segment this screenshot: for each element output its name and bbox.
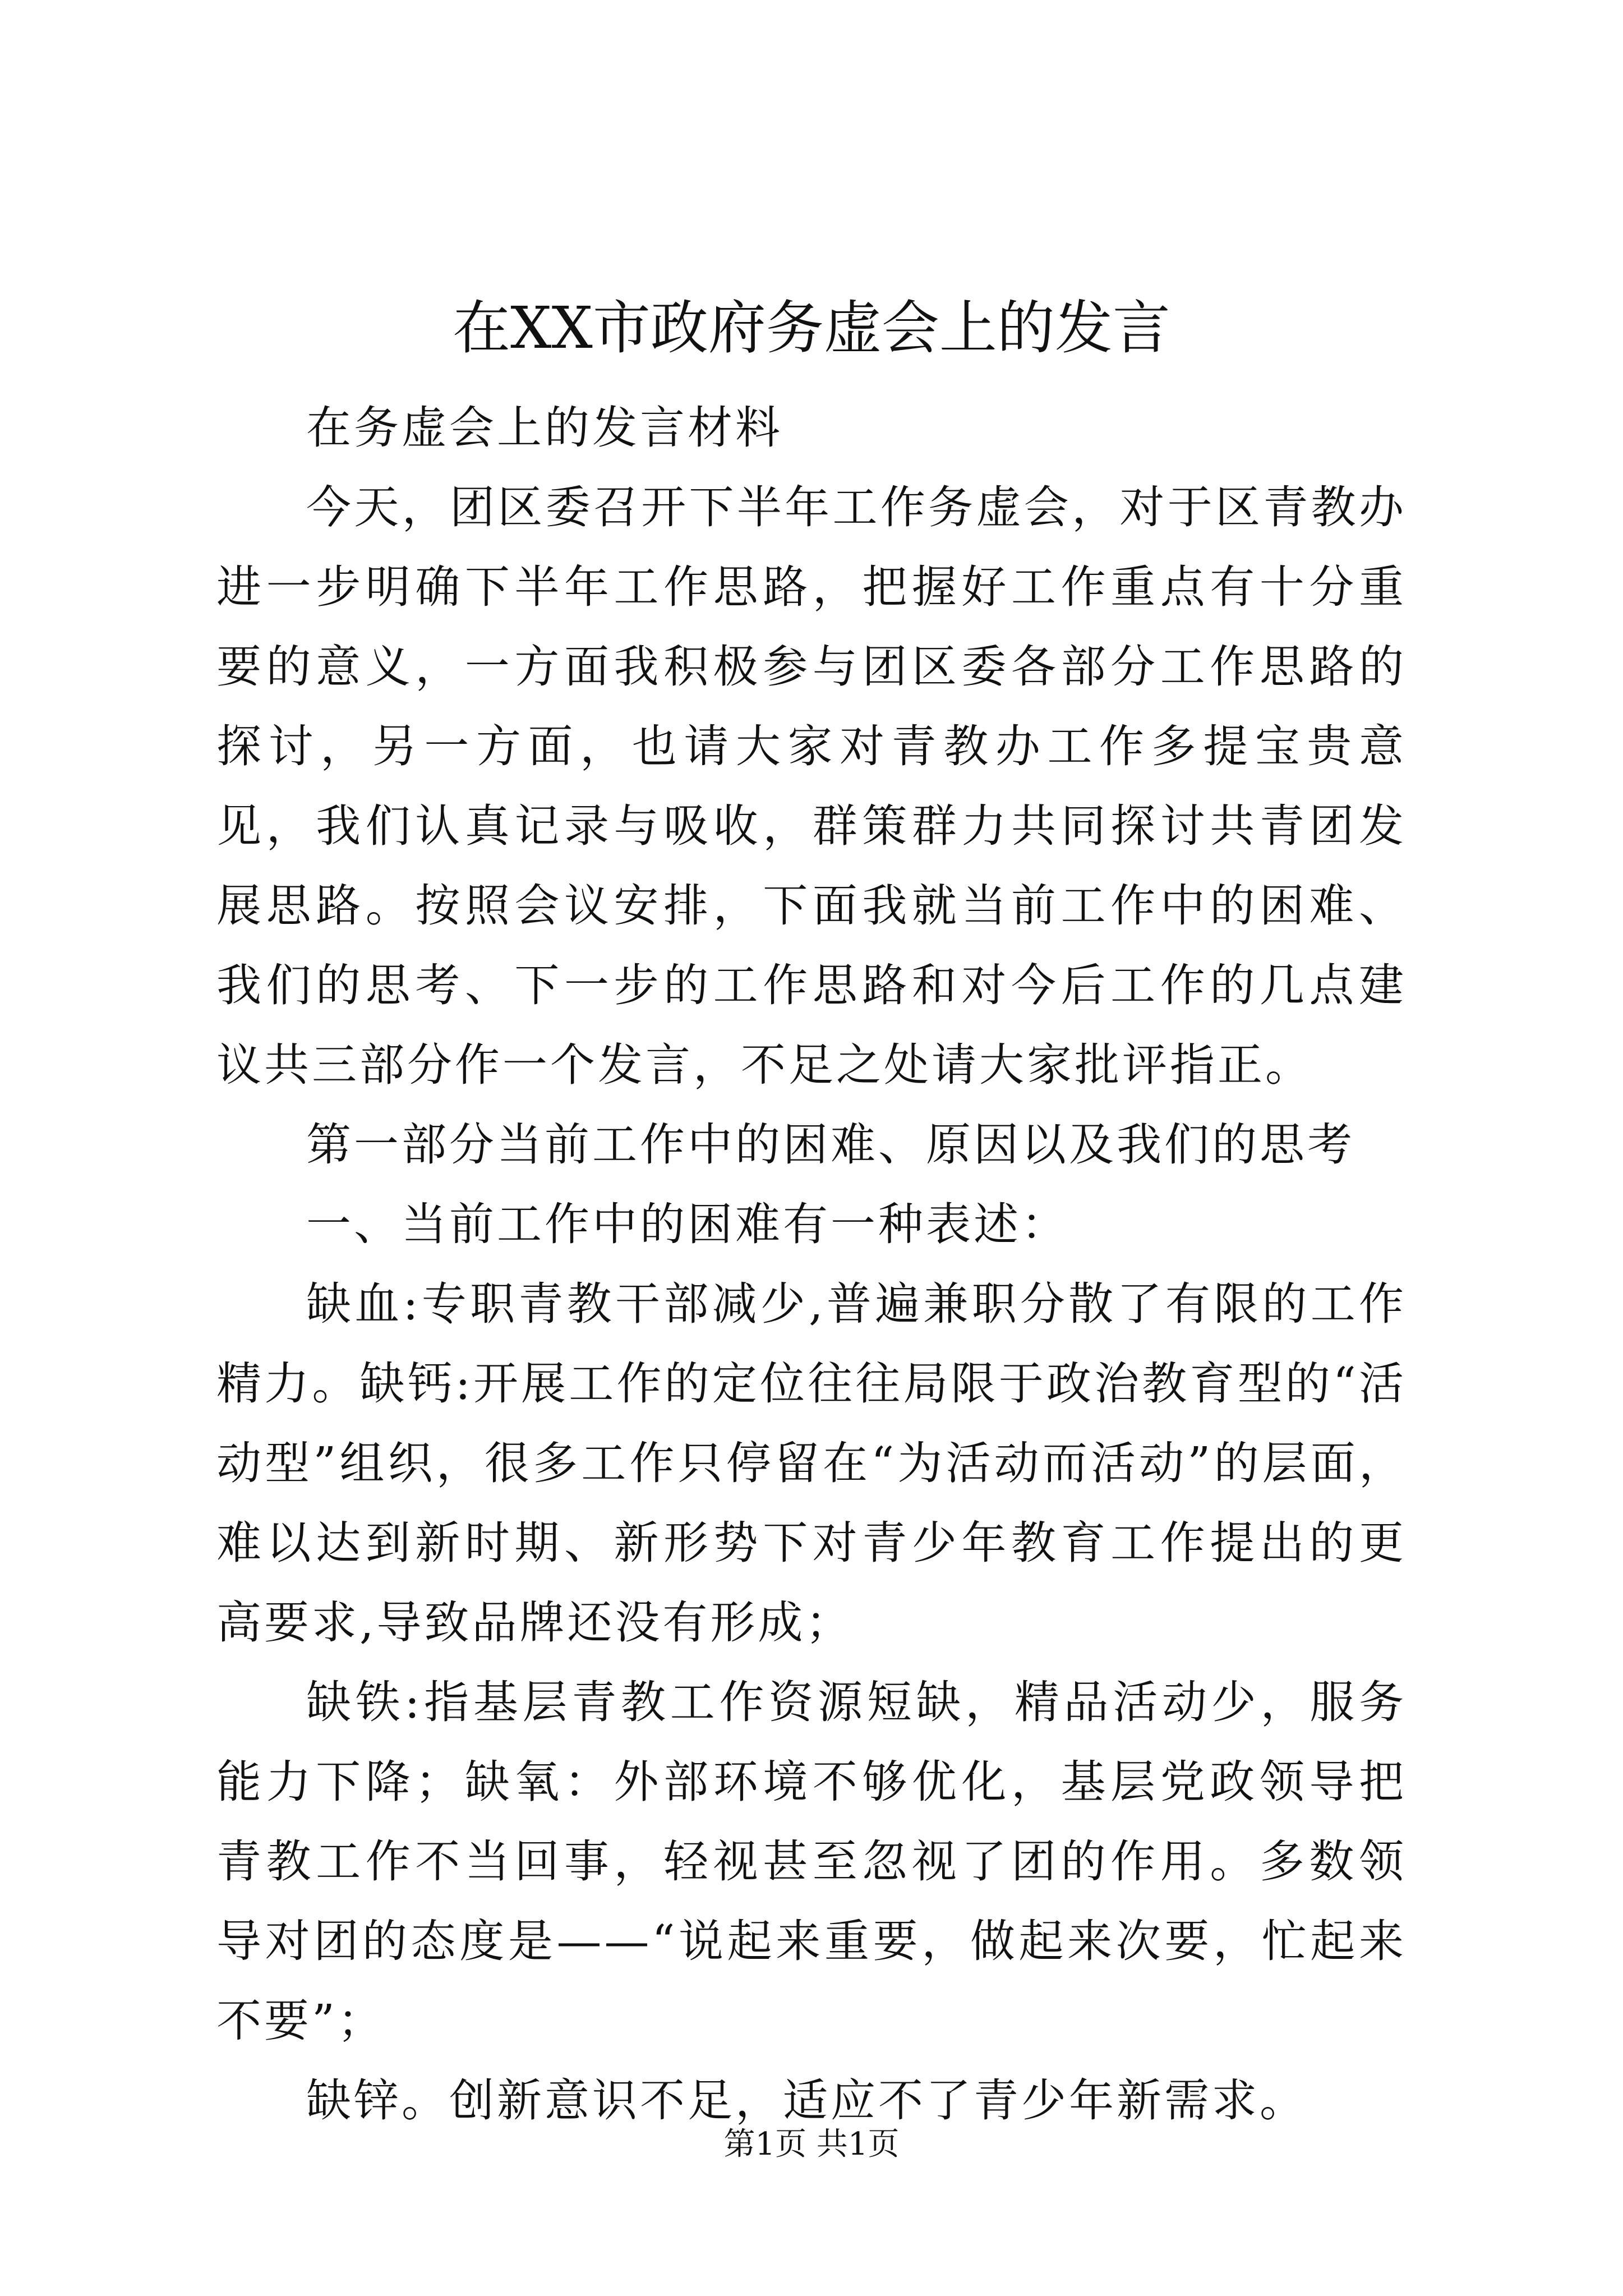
body-paragraph: 缺锌。创新意识不足，适应不了青少年新需求。: [306, 2074, 1307, 2127]
intro-paragraph: 今天，团区委召开下半年工作务虚会，对于区青教办进一步明确下半年工作思路，把握好工作重点有十分重要的意义，一方面我积极参与团区委各部分工作思路的探讨，另一方面，也请大家对青教办工作多提宝贵意见，我们认真记录与吸收，群策群力共同探讨共青团发展思路。按照会议安排，下面我就当前工作中的困难、我们的思考、下一步的工作思路和对今后工作的几点建议共三部分作一个发言，不足之处请大家批评指正。: [216, 481, 1407, 1091]
document-title: 在XX市政府务虚会上的发言: [453, 295, 1170, 362]
section-heading: 第一部分当前工作中的困难、原因以及我们的思考: [306, 1119, 1355, 1171]
subtitle-paragraph: 在务虚会上的发言材料: [306, 402, 783, 454]
document-body: [216, 388, 1407, 2141]
body-paragraph: 缺铁:指基层青教工作资源短缺，精品活动少，服务能力下降；缺氧：外部环境不够优化，基层党政领导把青教工作不当回事，轻视甚至忽视了团的作用。多数领导对团的态度是——“说起来重要，做起来次要，忙起来不要”；: [216, 1676, 1407, 2047]
body-paragraph: 缺血:专职青教干部减少,普遍兼职分散了有限的工作精力。缺钙:开展工作的定位往往局限于政治教育型的“活动型”组织，很多工作只停留在“为活动而活动”的层面，难以达到新时期、新形势下对青少年教育工作提出的更高要求,导致品牌还没有形成；: [216, 1278, 1407, 1649]
page-footer: 第1页 共1页: [723, 2126, 900, 2162]
subsection-heading: 一、当前工作中的困难有一种表述：: [306, 1198, 1069, 1250]
